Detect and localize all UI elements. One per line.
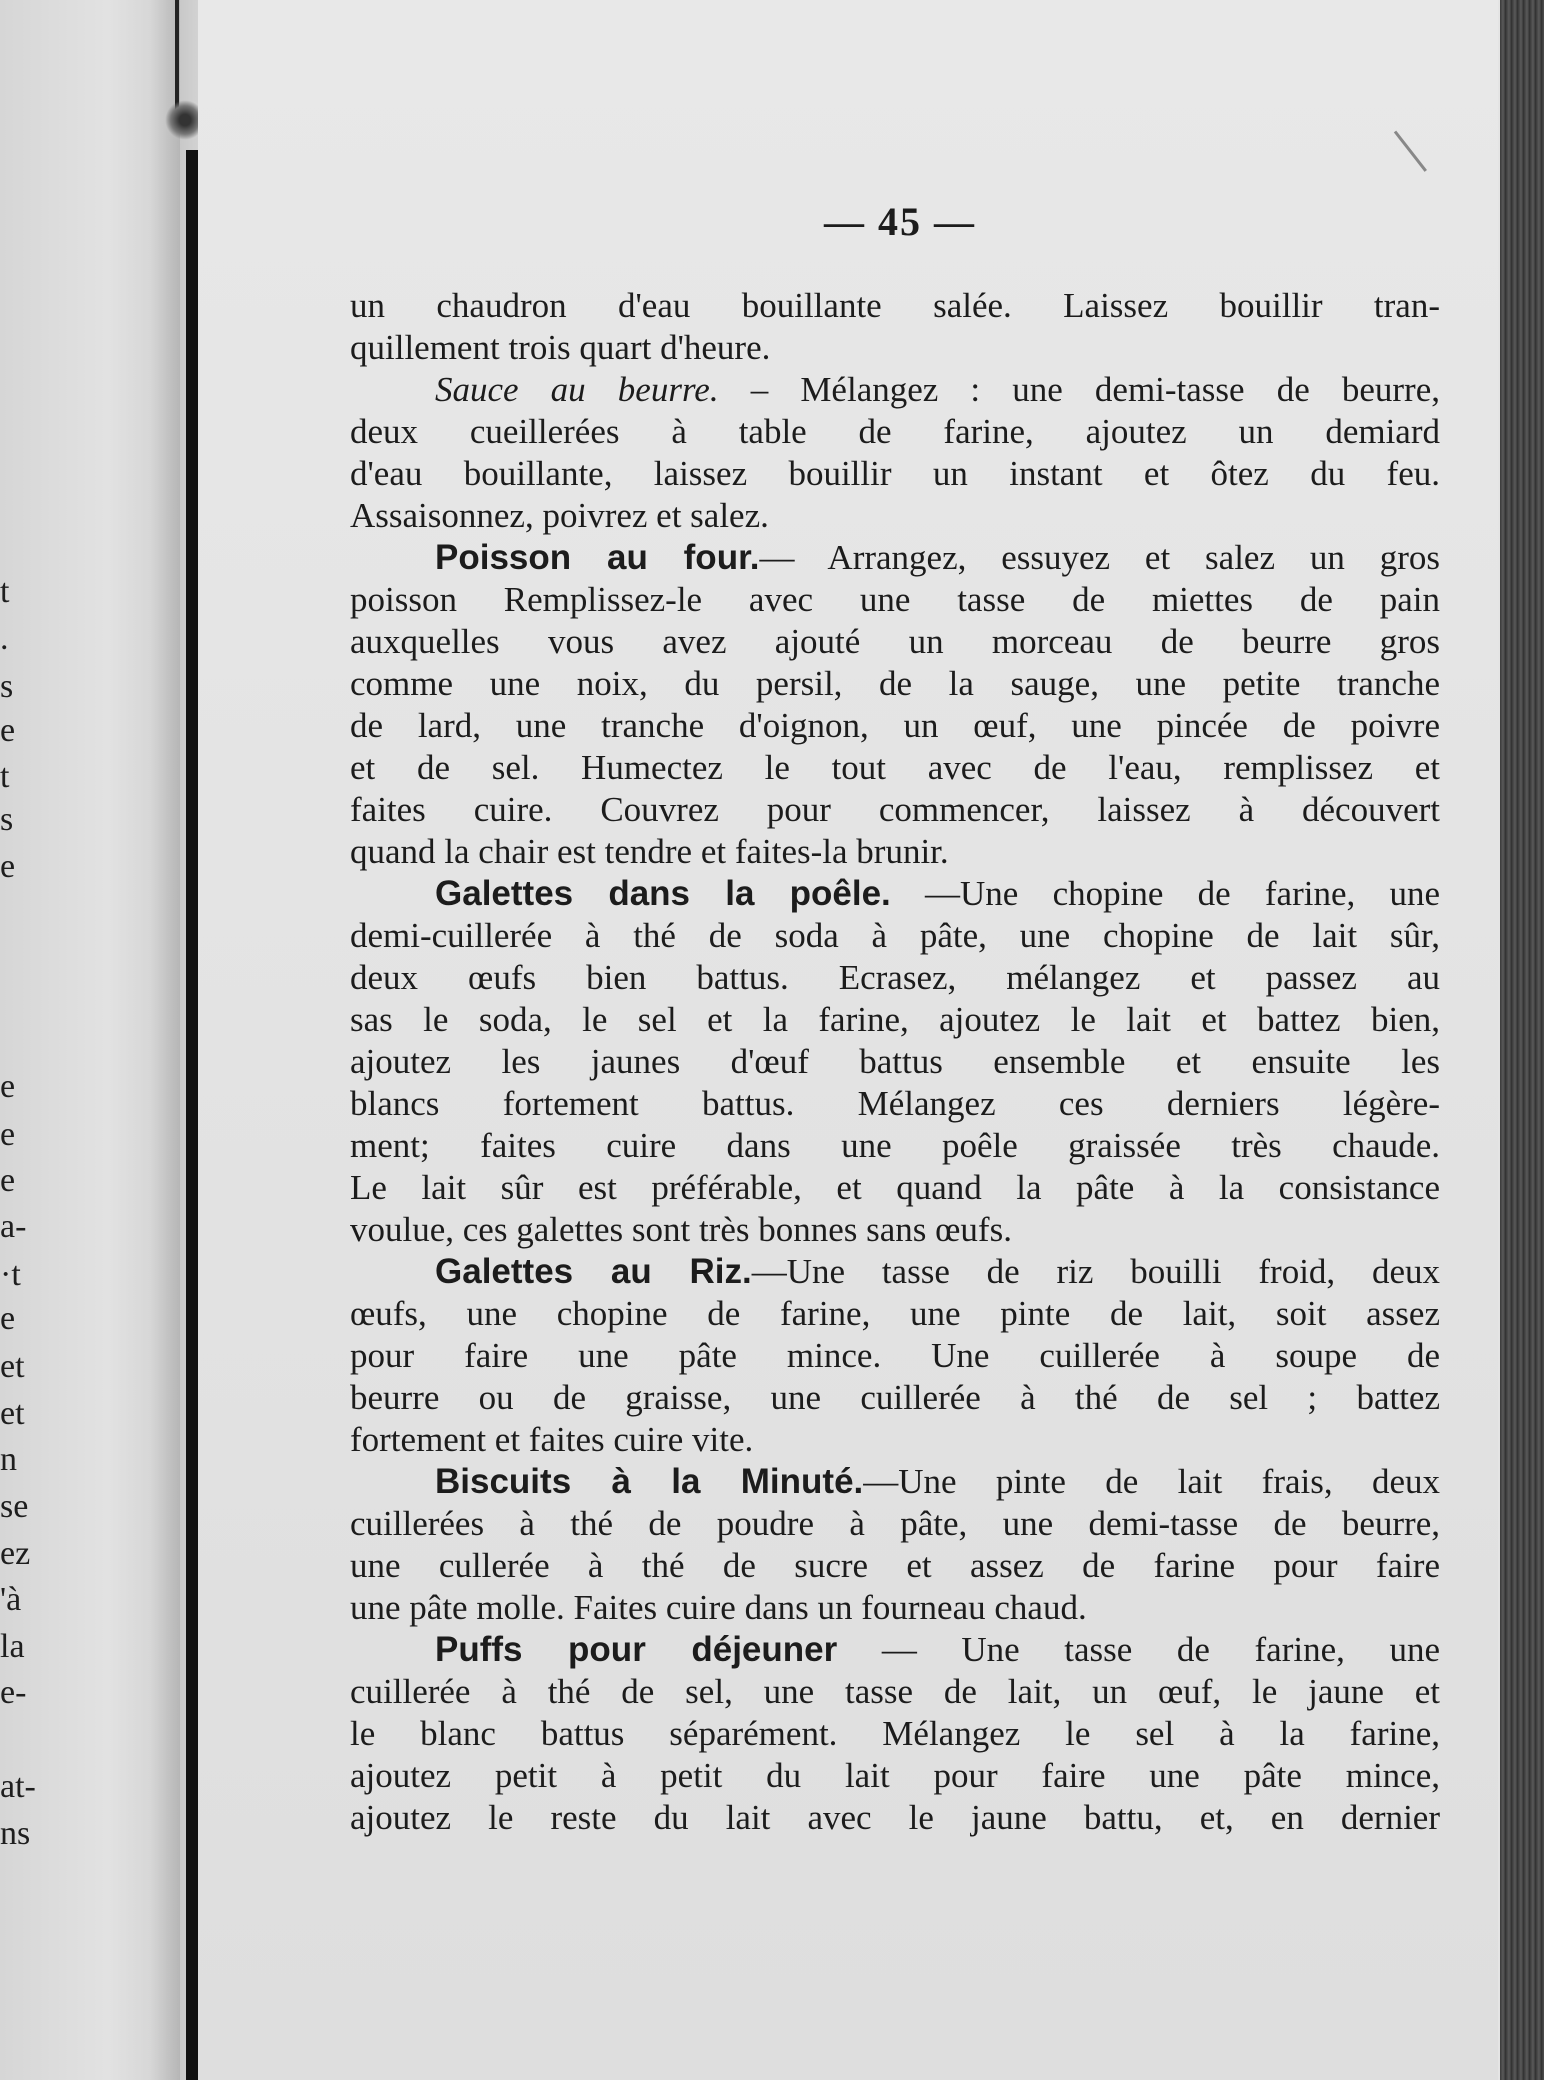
text-segment: deux cueillerées à table de farine, ajoutez un demiard (350, 412, 1440, 451)
margin-letter: t (0, 758, 10, 795)
text-segment: voulue, ces galettes sont très bonnes sans œufs. (350, 1210, 1012, 1249)
margin-letter: la (0, 1628, 25, 1665)
margin-letter: se (0, 1488, 29, 1525)
text-line (350, 1755, 1440, 1797)
text-segment: sas le soda, le sel et la farine, ajoutez le lait et battez bien, (350, 1000, 1440, 1039)
text-line (350, 747, 1440, 789)
text-line (350, 1713, 1440, 1755)
body-text (350, 285, 1440, 1839)
margin-letter: 'à (0, 1581, 22, 1618)
margin-letter: s (0, 801, 14, 838)
text-segment: —Une pinte de lait frais, deux (863, 1462, 1440, 1501)
text-segment: une cullerée à thé de sucre et assez de farine pour faire (350, 1546, 1440, 1585)
margin-letter: e (0, 1300, 16, 1337)
text-segment: fortement et faites cuire vite. (350, 1420, 754, 1459)
text-line (350, 537, 1440, 579)
margin-letter: . (0, 620, 9, 657)
text-line (350, 1293, 1440, 1335)
page-stack-edge (1500, 0, 1544, 2080)
margin-letter: e (0, 1116, 16, 1153)
text-line (350, 369, 1440, 411)
text-segment: auxquelles vous avez ajouté un morceau de beurre gros (350, 622, 1440, 661)
text-line (350, 705, 1440, 747)
text-line (350, 873, 1440, 915)
text-segment: ajoutez les jaunes d'œuf battus ensemble et ensuite les (350, 1042, 1440, 1081)
margin-letter: s (0, 668, 14, 705)
text-line (350, 1419, 1440, 1461)
italic-heading: Sauce au beurre. (435, 370, 719, 409)
text-segment: œufs, une chopine de farine, une pinte de lait, soit assez (350, 1294, 1440, 1333)
text-line (350, 1503, 1440, 1545)
text-line (350, 915, 1440, 957)
text-line (350, 663, 1440, 705)
text-line (350, 1167, 1440, 1209)
text-line (350, 1251, 1440, 1293)
recipe-heading: Biscuits à la Minuté. (435, 1462, 864, 1501)
text-segment: un chaudron d'eau bouillante salée. Laissez bouillir tran- (350, 286, 1440, 325)
text-segment: ment; faites cuire dans une poêle graissée très chaude. (350, 1126, 1440, 1165)
text-segment: comme une noix, du persil, de la sauge, une petite tranche (350, 664, 1440, 703)
margin-letter: e- (0, 1674, 27, 1711)
text-segment: et de sel. Humectez le tout avec de l'eau, remplissez et (350, 748, 1440, 787)
text-segment: Assaisonnez, poivrez et salez. (350, 496, 769, 535)
binding-thread (175, 0, 179, 110)
text-segment: cuillerée à thé de sel, une tasse de lait, un œuf, le jaune et (350, 1672, 1440, 1711)
text-segment: le blanc battus séparément. Mélangez le sel à la farine, (350, 1714, 1440, 1753)
text-segment: —Une chopine de farine, une (890, 874, 1440, 913)
text-line (350, 1797, 1440, 1839)
text-segment: de lard, une tranche d'oignon, un œuf, une pincée de poivre (350, 706, 1440, 745)
margin-letter: et (0, 1348, 25, 1385)
text-line (350, 621, 1440, 663)
text-line (350, 1041, 1440, 1083)
text-line (350, 453, 1440, 495)
text-segment: d'eau bouillante, laissez bouillir un instant et ôtez du feu. (350, 454, 1440, 493)
text-segment: pour faire une pâte mince. Une cuillerée à soupe de (350, 1336, 1440, 1375)
recipe-heading: Puffs pour déjeuner (435, 1630, 838, 1669)
text-segment: — Une tasse de farine, une (837, 1630, 1440, 1669)
text-line (350, 957, 1440, 999)
margin-letter: e (0, 848, 16, 885)
text-segment: deux œufs bien battus. Ecrasez, mélangez et passez au (350, 958, 1440, 997)
text-segment: — Arrangez, essuyez et salez un gros (759, 538, 1440, 577)
text-segment: ajoutez le reste du lait avec le jaune battu, et, en dernier (350, 1798, 1440, 1837)
text-line (350, 1629, 1440, 1671)
margin-letter: t (0, 573, 10, 610)
text-line (350, 789, 1440, 831)
text-segment: Le lait sûr est préférable, et quand la pâte à la consistance (350, 1168, 1440, 1207)
margin-letter: ns (0, 1815, 31, 1852)
recipe-heading: Galettes au Riz. (435, 1252, 752, 1291)
margin-letter: e (0, 1068, 16, 1105)
margin-letter: ez (0, 1535, 31, 1572)
page-number: — 45 — (824, 199, 976, 244)
text-segment: poisson Remplissez-le avec une tasse de miettes de pain (350, 580, 1440, 619)
book-spine (186, 150, 198, 2080)
text-line (350, 411, 1440, 453)
margin-letter: et (0, 1395, 25, 1432)
text-segment: cuillerées à thé de poudre à pâte, une demi-tasse de beurre, (350, 1504, 1440, 1543)
text-line (350, 999, 1440, 1041)
text-segment: – Mélangez : une demi-tasse de beurre, (718, 370, 1440, 409)
text-segment: quand la chair est tendre et faites-la brunir. (350, 832, 949, 871)
left-page-margin-text (0, 0, 40, 2080)
text-segment: faites cuire. Couvrez pour commencer, laissez à découvert (350, 790, 1440, 829)
text-line (350, 495, 1440, 537)
recipe-heading: Galettes dans la poêle. (435, 874, 891, 913)
text-segment: —Une tasse de riz bouilli froid, deux (751, 1252, 1440, 1291)
text-line (350, 1461, 1440, 1503)
margin-letter: at- (0, 1768, 36, 1805)
text-line (350, 831, 1440, 873)
text-segment: ajoutez petit à petit du lait pour faire une pâte mince, (350, 1756, 1440, 1795)
text-line (350, 327, 1440, 369)
text-segment: demi-cuillerée à thé de soda à pâte, une chopine de lait sûr, (350, 916, 1440, 955)
text-line (350, 1209, 1440, 1251)
margin-letter: ·t (0, 1256, 21, 1293)
text-line (350, 579, 1440, 621)
margin-letter: e (0, 1162, 16, 1199)
text-line (350, 1125, 1440, 1167)
text-segment: blancs fortement battus. Mélangez ces derniers légère- (350, 1084, 1440, 1123)
text-segment: beurre ou de graisse, une cuillerée à thé de sel ; battez (350, 1378, 1440, 1417)
margin-letter: e (0, 712, 16, 749)
text-line (350, 1335, 1440, 1377)
text-line (350, 1545, 1440, 1587)
text-segment: quillement trois quart d'heure. (350, 328, 771, 367)
text-segment: une pâte molle. Faites cuire dans un fourneau chaud. (350, 1588, 1087, 1627)
text-line (350, 1083, 1440, 1125)
text-line (350, 1377, 1440, 1419)
recipe-heading: Poisson au four. (435, 538, 760, 577)
margin-letter: n (0, 1441, 17, 1478)
text-line (350, 1587, 1440, 1629)
margin-letter: a- (0, 1208, 27, 1245)
text-line (350, 285, 1440, 327)
text-line (350, 1671, 1440, 1713)
